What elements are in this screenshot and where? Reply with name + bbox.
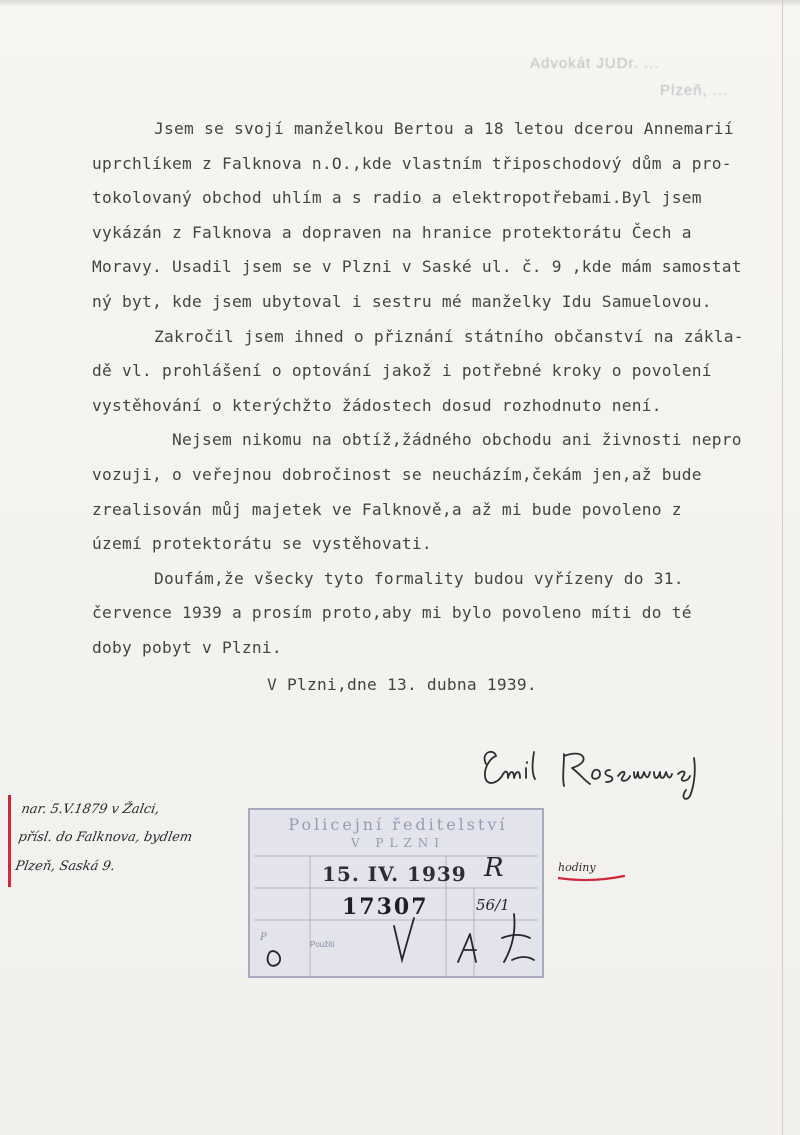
letter-line: července 1939 a prosím proto,aby mi bylo povoleno míti do té [92, 603, 692, 623]
stamp-initial: R [484, 853, 504, 883]
margin-note-line-1: nar. 5.V.1879 v Žalci, [20, 802, 161, 817]
margin-note [8, 795, 218, 885]
letter-line: uprchlíkem z Falknova n.O.,kde vlastním třiposchodový dům a pro- [92, 153, 732, 173]
red-annotation [558, 855, 628, 885]
red-annotation-text: hodiny [558, 861, 596, 874]
stamp-zero-mark [268, 951, 281, 966]
police-registry-stamp [248, 808, 544, 978]
letter-line: ný byt, kde jsem ubytoval i sestru mé manželky Idu Samuelovou. [92, 291, 712, 311]
letterhead-line-1: Advokát JUDr. ... [530, 55, 660, 72]
stamp-subheader: V PLZNI [350, 836, 446, 850]
stamp-field-label: Použití [310, 940, 335, 949]
red-underline [558, 876, 624, 880]
stamp-initials-mark [502, 914, 534, 962]
stamp-corner-mark: P [260, 932, 267, 943]
letter-line: Nejsem nikomu na obtíž,žádného obchodu ani živnosti nepro [172, 430, 742, 450]
stamp-header-text: Policejní ředitelství [288, 815, 508, 834]
stamp-handwriting [250, 810, 542, 976]
margin-note-handwriting [8, 795, 218, 885]
dateline: V Plzni,dne 13. dubna 1939. [267, 674, 537, 694]
margin-note-line-3: Plzeň, Saská 9. [14, 859, 117, 874]
stamp-date: 15. IV. 1939 [322, 862, 467, 886]
handwritten-signature [472, 742, 742, 802]
letter-line: doby pobyt v Plzni. [92, 637, 282, 657]
letter-line: zrealisován můj majetek ve Falknově,a až mi bude povoleno z [92, 499, 682, 519]
letter-line: Zakročil jsem ihned o přiznání státního občanství na zákla- [154, 326, 744, 346]
stamp-a-mark [458, 934, 476, 962]
stamp-ref: 56/1 [476, 896, 510, 914]
page-top-shadow [0, 0, 800, 6]
letter-line: Jsem se svojí manželkou Bertou a 18 letou dcerou Annemarií [154, 119, 734, 138]
letter-line: vozuji, o veřejnou dobročinost se neucházím,čekám jen,až bude [92, 464, 702, 484]
faded-letterhead [520, 55, 800, 115]
letter-line: Moravy. Usadil jsem se v Plzni v Saské ul. č. 9 ,kde mám samostat [92, 257, 742, 277]
letter-line: vystěhování o kterýchžto žádostech dosud rozhodnuto není. [92, 395, 662, 415]
letterhead-line-2: Plzeň, ... [660, 82, 729, 99]
letter-line: tokolovaný obchod uhlím a s radio a elektropotřebami.Byl jsem [92, 188, 702, 208]
margin-note-line-2: přísl. do Falknova, bydlem [17, 830, 194, 845]
letter-line: území protektorátu se vystěhovati. [92, 534, 432, 554]
stamp-number: 17307 [342, 894, 429, 920]
letter-line: Doufám,že všecky tyto formality budou vyřízeny do 31. [154, 568, 684, 588]
letter-body [92, 112, 792, 702]
letter-line: vykázán z Falknova a dopraven na hranice protektorátu Čech a [92, 222, 692, 242]
stamp-v-mark [394, 918, 414, 960]
letter-line: dě vl. prohlášení o optování jakož i potřebné kroky o povolení [92, 361, 712, 381]
